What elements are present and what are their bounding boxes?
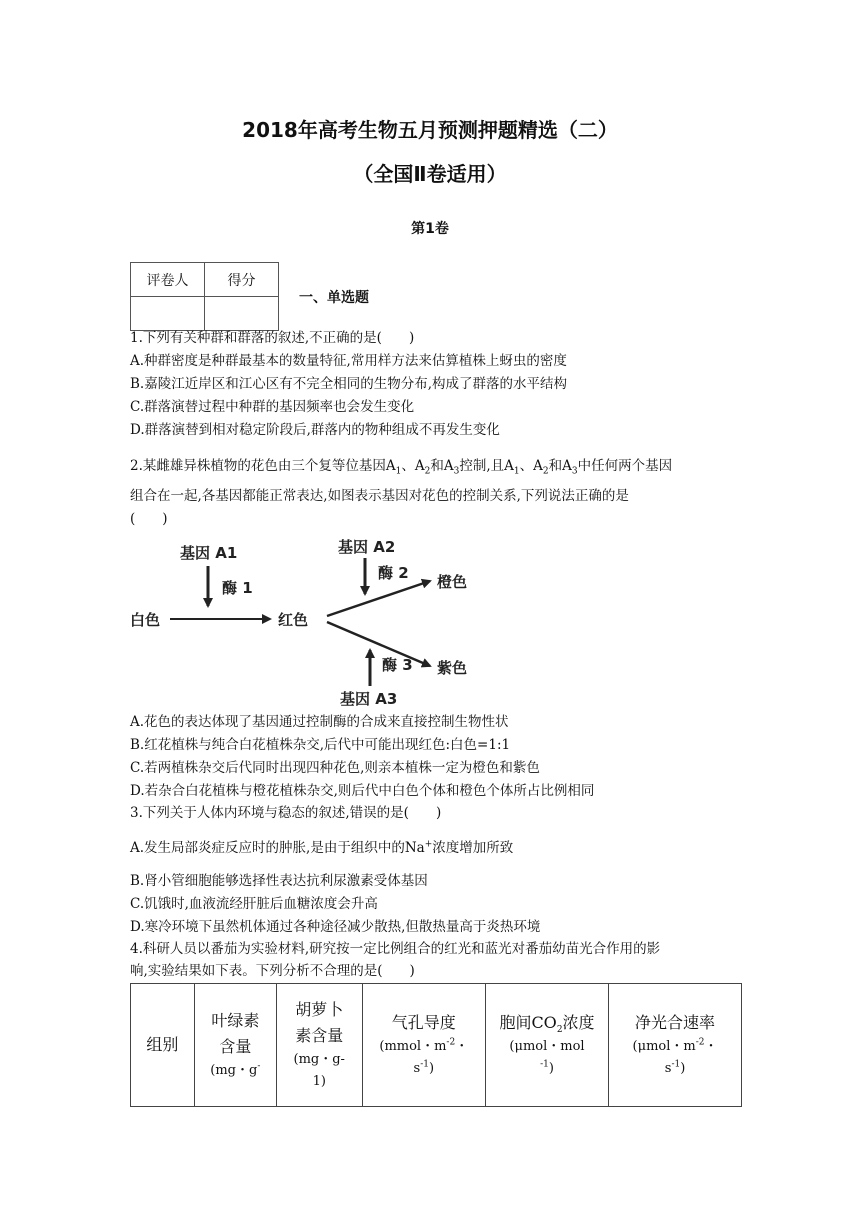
red-to-orange-arrow: [327, 581, 430, 616]
net-unit-1: (μmol・m: [632, 1039, 696, 1054]
chl-unit: (mg・g: [210, 1063, 258, 1078]
q4-stem-line1: 4.科研人员以番茄为实验材料,研究按一定比例组合的红光和蓝光对番茄幼苗光合作用的影: [130, 941, 661, 957]
chl-unit-sup: -: [257, 1061, 261, 1072]
gene-a1-sub: 1: [513, 466, 520, 477]
net-sup-1: -2: [695, 1037, 705, 1048]
q2-stem-text-b: 控制,且: [459, 458, 505, 474]
q1-option-c: C.群落演替过程中种群的基因频率也会发生变化: [130, 399, 415, 415]
diagram-gene-a2-label: 基因 A2: [338, 538, 396, 556]
q2-stem-line1: [130, 456, 672, 476]
diagram-white-label: 白色: [130, 611, 161, 629]
diagram-orange-label: 橙色: [437, 573, 468, 591]
diagram-red-label: 红色: [278, 611, 309, 629]
co2-unit-2b: ): [548, 1061, 554, 1076]
red-to-purple-arrow: [327, 622, 430, 666]
net-unit-2b: ): [680, 1061, 686, 1076]
gene-a3: A: [562, 458, 572, 474]
sto-sup-2: -1: [420, 1059, 429, 1070]
q1-option-d: D.群落演替到相对稳定阶段后,群落内的物种组成不再发生变化: [130, 422, 500, 438]
score-table-reviewer-header: 评卷人: [131, 263, 205, 297]
sto-unit-1: (mmol・m: [379, 1039, 447, 1054]
gene-a1: A: [504, 458, 514, 474]
sto-sup-1: -2: [446, 1037, 456, 1048]
col-group-label: 组别: [146, 1035, 179, 1054]
gene-a2: A: [533, 458, 543, 474]
volume-heading: 第1卷: [411, 221, 449, 237]
gene-a3-sub: 3: [453, 466, 460, 477]
car-name-2: 素含量: [295, 1026, 344, 1045]
co2-name-pre: 胞间CO: [499, 1013, 557, 1032]
col-stomatal: [362, 984, 485, 1107]
col-group: [131, 984, 195, 1107]
score-table-score-header: 得分: [205, 263, 279, 297]
co2-unit-2: -1: [540, 1059, 549, 1070]
sto-unit-2b: ): [428, 1061, 435, 1076]
score-table: [130, 262, 279, 331]
car-unit-2: 1): [312, 1074, 326, 1089]
diagram-enzyme3-label: 酶 3: [382, 656, 413, 674]
q3-option-a-pre: A.发生局部炎症反应时的肿胀,是由于组织中的: [130, 840, 405, 856]
q2-option-d: D.若杂合白花植株与橙花植株杂交,则后代中白色个体和橙色个体所占比例相同: [130, 783, 595, 799]
and-text: 和: [548, 458, 563, 474]
gene-a1-sub: 1: [395, 466, 402, 477]
sodium-charge: +: [424, 839, 433, 850]
col-chlorophyll: [194, 984, 276, 1107]
co2-sub: 2: [556, 1025, 563, 1036]
q2-option-a: A.花色的表达体现了基因通过控制酶的合成来直接控制生物性状: [130, 714, 509, 730]
col-net-rate: [609, 984, 742, 1107]
q2-option-b: B.红花植株与纯合白花植株杂交,后代中可能出现红色:白色=1:1: [130, 737, 511, 753]
net-unit-1b: ・: [704, 1039, 718, 1054]
page-title: 2018年高考生物五月预测押题精选（二）: [242, 118, 618, 142]
q2-stem-line3: ( ): [130, 511, 168, 527]
diagram-gene-a1-label: 基因 A1: [180, 544, 238, 562]
co2-name-post: 浓度: [562, 1013, 595, 1032]
gene-a1: A: [385, 458, 396, 474]
diagram-purple-label: 紫色: [437, 659, 468, 677]
car-unit-1: (mg・g-: [293, 1052, 345, 1067]
q4-stem-line2: 响,实验结果如下表。下列分析不合理的是( ): [130, 963, 415, 979]
diagram-enzyme2-label: 酶 2: [378, 564, 409, 582]
q3-option-b: B.肾小管细胞能够选择性表达抗利尿激素受体基因: [130, 873, 428, 889]
diagram-gene-a3-label: 基因 A3: [340, 690, 398, 708]
q3-stem: 3.下列关于人体内环境与稳态的叙述,错误的是( ): [130, 805, 442, 821]
q3-option-a: [130, 838, 513, 858]
gene-a3: A: [443, 458, 454, 474]
q1-option-b: B.嘉陵江近岸区和江心区有不完全相同的生物分布,构成了群落的水平结构: [130, 376, 568, 392]
q1-stem: 1.下列有关种群和群落的叙述,不正确的是( ): [130, 330, 415, 346]
q3-option-a-post: 浓度增加所致: [432, 840, 514, 856]
q2-stem-text: 2.某雌雄异株植物的花色由三个复等位基因: [130, 458, 386, 474]
sodium-symbol: Na: [404, 840, 425, 856]
net-name: 净光合速率: [635, 1013, 716, 1032]
and-text: 和: [430, 458, 444, 474]
q2-stem-line2: 组合在一起,各基因都能正常表达,如图表示基因对花色的控制关系,下列说法正确的是: [130, 488, 629, 504]
gene-a2-sub: 2: [542, 466, 549, 477]
sto-unit-2: s: [413, 1061, 421, 1076]
photosynthesis-data-table: [130, 983, 742, 1107]
gene-flower-color-diagram: [130, 530, 480, 710]
gene-a3-sub: 3: [571, 466, 578, 477]
gene-a2-sub: 2: [424, 466, 431, 477]
car-name-1: 胡萝卜: [295, 1000, 344, 1019]
sep: 、: [519, 458, 534, 474]
col-co2: [485, 984, 608, 1107]
score-table-score-cell: [205, 297, 279, 331]
q3-option-d: D.寒冷环境下虽然机体通过各种途径减少散热,但散热量高于炎热环境: [130, 919, 541, 935]
score-table-reviewer-cell: [131, 297, 205, 331]
gene-a2: A: [414, 458, 425, 474]
q2-option-c: C.若两植株杂交后代同时出现四种花色,则亲本植株一定为橙色和紫色: [130, 760, 540, 776]
q1-option-a: A.种群密度是种群最基本的数量特征,常用样方法来估算植株上蚜虫的密度: [130, 353, 567, 369]
section-heading: 一、单选题: [299, 290, 369, 306]
chl-name-2: 含量: [219, 1037, 252, 1056]
co2-unit-1: (μmol・mol: [509, 1039, 585, 1054]
col-carotene: [276, 984, 362, 1107]
sto-name: 气孔导度: [391, 1013, 456, 1032]
q3-option-c: C.饥饿时,血液流经肝脏后血糖浓度会升高: [130, 896, 378, 912]
sep: 、: [401, 458, 415, 474]
chl-name-1: 叶绿素: [211, 1011, 260, 1030]
page-subtitle: （全国Ⅱ卷适用）: [353, 162, 507, 186]
q2-stem-text-c: 中任何两个基因: [577, 458, 673, 474]
net-sup-2: -1: [671, 1059, 681, 1070]
net-unit-2: s: [664, 1061, 672, 1076]
sto-unit-1b: ・: [455, 1039, 469, 1054]
diagram-enzyme1-label: 酶 1: [222, 579, 253, 597]
